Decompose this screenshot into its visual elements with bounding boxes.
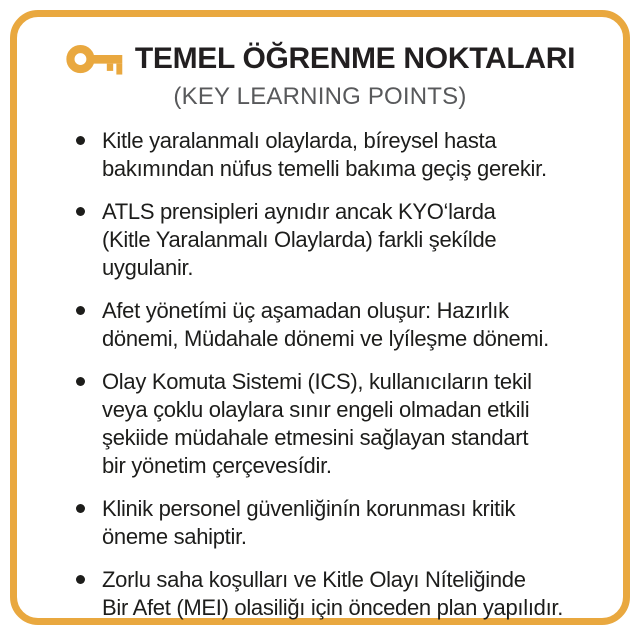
key-icon xyxy=(65,40,125,80)
list-item xyxy=(74,297,609,353)
list-item xyxy=(74,127,609,183)
title-row xyxy=(17,38,623,80)
bullet-line: uygulanir. xyxy=(102,255,194,280)
bullet-line: Klinik personel güvenliğinín korunması kritik xyxy=(102,496,516,521)
bullet-dot-icon xyxy=(76,504,85,513)
list-item xyxy=(74,198,609,282)
bullet-line: bakımından nüfus temelli bakıma geçiş gerekir. xyxy=(102,156,547,181)
bullet-line: Zorlu saha koşulları ve Kitle Olayı Níteliğinde xyxy=(102,567,526,592)
list-item xyxy=(74,495,609,551)
list-item xyxy=(74,566,609,622)
page-subtitle: (KEY LEARNING POINTS) xyxy=(173,83,467,110)
bullet-dot-icon xyxy=(76,136,85,145)
bullet-line: (Kitle Yaralanmalı Olaylarda) farkli şekílde xyxy=(102,227,497,252)
bullet-line: dönemi, Müdahale dönemi ve lyíleşme dönemi. xyxy=(102,326,549,351)
bullet-line: Kitle yaralanmalı olaylarda, bíreysel hasta xyxy=(102,128,497,153)
bullet-dot-icon xyxy=(76,207,85,216)
bullet-line: Olay Komuta Sistemi (ICS), kullanıcıların tekil xyxy=(102,369,532,394)
bullet-dot-icon xyxy=(76,306,85,315)
bullet-dot-icon xyxy=(76,377,85,386)
list-item xyxy=(74,368,609,480)
bullet-line: öneme sahiptir. xyxy=(102,524,247,549)
bullet-list xyxy=(17,127,623,622)
panel-header xyxy=(17,38,623,111)
bullet-line: ATLS prensipleri aynıdır ancak KYO‘larda xyxy=(102,199,496,224)
page-title: TEMEL ÖĞRENME NOKTALARI xyxy=(134,42,576,75)
bullet-line: bir yönetim çerçevesídir. xyxy=(102,453,332,478)
bullet-line: Afet yönetími üç aşamadan oluşur: Hazırlık xyxy=(102,298,509,323)
bullet-line: şekiide müdahale etmesini sağlayan standart xyxy=(102,425,529,450)
key-learning-points-panel xyxy=(10,10,630,625)
bullet-line: Bir Afet (MEI) olasiliğı için önceden plan yapılıdır. xyxy=(102,595,564,620)
bullet-dot-icon xyxy=(76,575,85,584)
bullet-line: veya çoklu olaylara sınır engeli olmadan etkili xyxy=(102,397,530,422)
